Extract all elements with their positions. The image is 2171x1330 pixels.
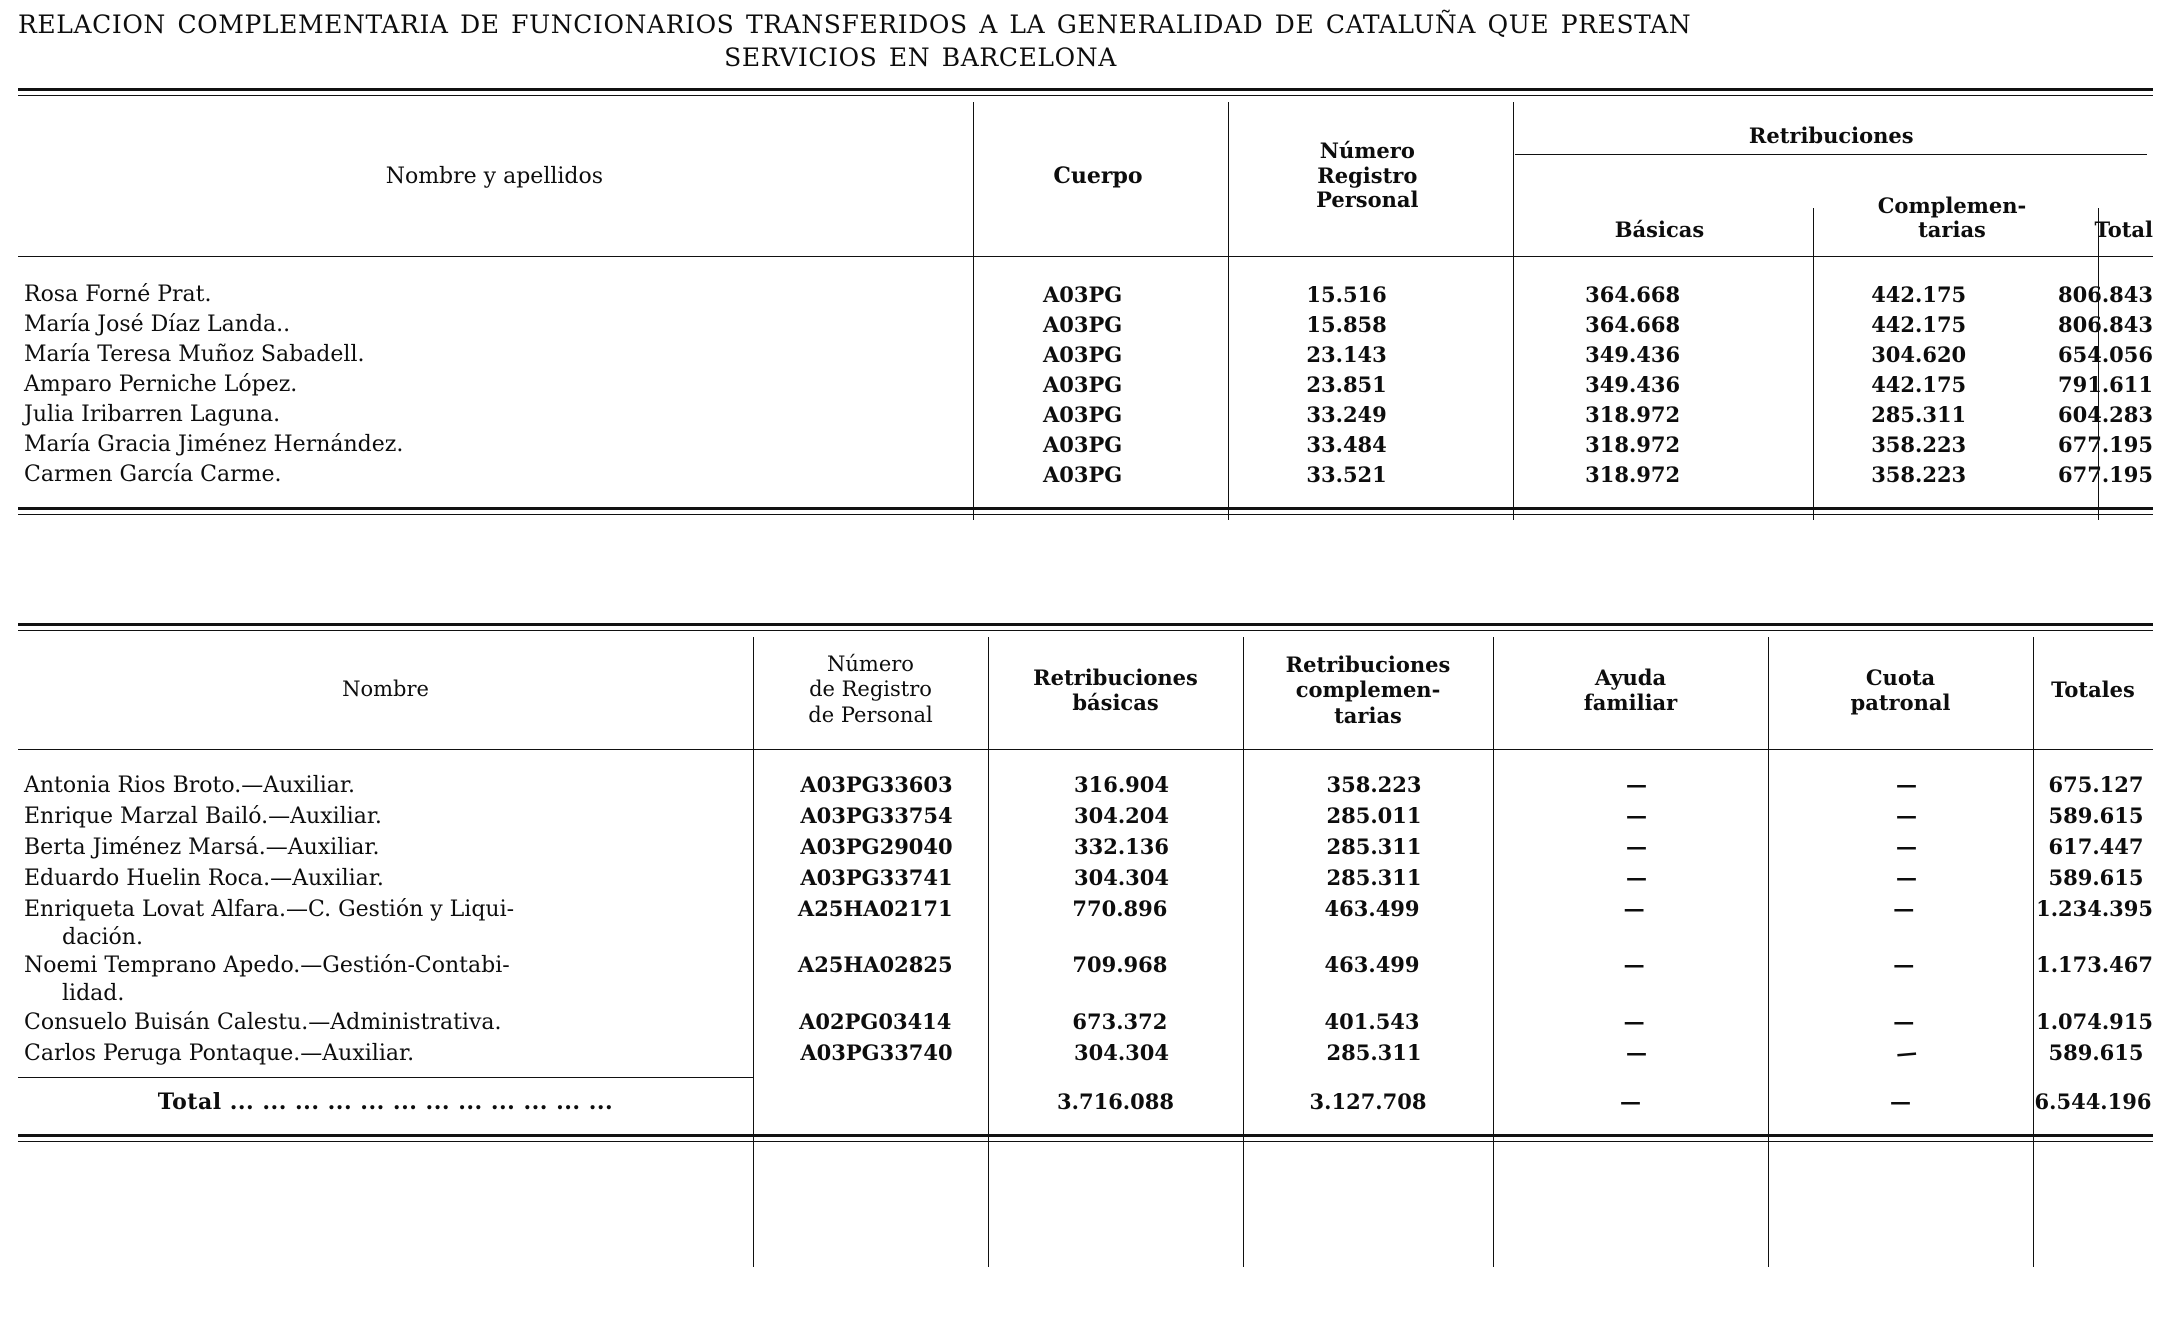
table1-cell-nombre: Amparo Perniche López. [24,371,298,397]
table2-header-ayuda-line2: familiar [1583,690,1678,715]
table2-cell-nombre [18,803,759,831]
table1-cell-basicas: 349.436 [1585,371,1681,397]
table2-cell-cuota: — [1896,772,1917,797]
table2-header-basicas [988,631,1243,749]
table2-cell-total: 589.615 [2048,1039,2144,1065]
table2-header-nombre: Nombre [342,677,429,702]
table1-cell-complementarias: 358.223 [1871,461,1967,487]
table2-cell-ayuda: — [1626,834,1647,859]
table2-cell-nombre [18,834,759,862]
table2-cell-complementarias: 463.499 [1324,952,1420,978]
table1-cell-total: 806.843 [2058,281,2154,307]
table2-cell-nrp: A25HA02825 [797,952,953,978]
table2-cell-nrp: A02PG03414 [799,1008,952,1034]
table2-cell-total: 617.447 [2048,834,2144,859]
table1-cell-complementarias: 285.311 [1871,401,1967,427]
table2-cell-total: 589.615 [2048,865,2144,890]
table2-cell-nrp: A03PG33754 [800,803,953,828]
table2-header-compl-line3: tarias [1334,702,1402,728]
table2-bottom-rule [18,1134,2153,1142]
table2-cell-ayuda: — [1626,865,1647,890]
table1-header-nrp-line1: Número [1319,137,1415,163]
table2-cell-nombre-cont: dación. [62,925,143,951]
table2-cell-complementarias: 285.011 [1326,803,1422,828]
table1-header-nombre: Nombre y apellidos [385,163,604,189]
table2-cell-cuota: — [1893,1008,1915,1034]
table-row [18,865,2153,896]
table2-cell-ayuda: — [1623,1008,1645,1034]
table1-cell-nombre: Rosa Forné Prat. [24,281,212,307]
table2-header-nrp-line1: Número [827,652,914,677]
table2-total-basicas: 3.716.088 [1057,1089,1174,1115]
table2-cell-basicas: 304.304 [1074,865,1169,890]
table2-vsep-2 [988,637,989,1267]
table1-cell-basicas: 349.436 [1585,341,1681,367]
table1-cell-cuerpo: A03PG [1042,431,1123,457]
table1-header-total: Total [2094,216,2153,242]
table1-header [18,96,2153,256]
table2-cell-total: 1.074.915 [2036,1008,2153,1034]
table1-cell-basicas: 364.668 [1585,311,1681,337]
table2-total-ayuda: — [1620,1089,1641,1115]
table1-top-rule [18,88,2153,96]
table2-header-complementarias [1243,631,1493,749]
table-row [18,369,2153,399]
table2-cell-complementarias: 285.311 [1326,834,1422,859]
table1-cell-nrp: 23.143 [1306,341,1387,367]
table2-cell-total: 589.615 [2048,803,2144,828]
table1-cell-nrp: 33.249 [1306,401,1387,427]
table-row [18,1009,2153,1040]
table2-cell-nombre-text: Enriqueta Lovat Alfara.—C. Gestión y Liqui- [24,897,515,922]
table2-cell-nombre [18,865,759,893]
table1-cell-complementarias: 442.175 [1871,371,1967,397]
table1-cell-total: 604.283 [2058,401,2154,427]
table1-cell-cuerpo: A03PG [1042,311,1123,337]
table1-cell-complementarias: 304.620 [1871,341,1967,367]
table2-cell-nombre [18,1040,759,1068]
table2-cell-complementarias: 285.311 [1326,1039,1422,1065]
table2-header-nrp-line3: de Personal [808,702,933,727]
table-transferidos-barcelona [18,88,2153,515]
table2-vsep-4 [1493,637,1494,1267]
table1-cell-basicas: 318.972 [1585,461,1681,487]
table1-cell-basicas: 318.972 [1585,431,1681,457]
table1-cell-complementarias: 442.175 [1871,281,1967,307]
table2-cell-complementarias: 285.311 [1326,865,1422,890]
table2-cell-nrp: A03PG29040 [800,834,953,859]
table2-cell-complementarias: 358.223 [1326,772,1422,797]
table2-cell-cuota: — [1896,803,1917,828]
table-row [18,339,2153,369]
table1-cell-nombre: María Teresa Muñoz Sabadell. [24,341,365,367]
table2-cell-basicas: 770.896 [1072,896,1168,921]
table2-cell-cuota: — [1893,952,1915,978]
table2-header-cuota [1768,631,2033,749]
table1-header-nrp-line2: Registro [1317,162,1418,188]
table1-cell-nrp: 33.521 [1306,461,1387,487]
table2-header-compl-line2: complemen- [1295,677,1441,703]
table2-cell-total: 675.127 [2048,772,2144,797]
table2-cell-basicas: 332.136 [1074,834,1169,859]
table-retribuciones-detalle [18,623,2153,1142]
table1-cell-nrp: 15.516 [1306,281,1387,307]
table-row [18,803,2153,834]
table2-cell-complementarias: 401.543 [1324,1008,1420,1034]
table2-cell-basicas: 673.372 [1072,1008,1168,1034]
table2-cell-cuota: — [1896,834,1917,859]
table1-header-complementarias [1809,155,2094,256]
table2-vsep-6 [2033,637,2034,1267]
table2-total-label: Total ... ... ... ... ... ... ... ... ... ... ... ... [157,1088,614,1115]
table2-header-cuota-line1: Cuota [1865,664,1936,690]
table2-header-nrp [753,631,988,749]
table-row [18,1040,2153,1071]
page-title [18,8,2153,74]
table2-total-row [18,1078,2153,1126]
table1-cell-total: 654.056 [2058,341,2154,367]
table2-cell-basicas: 304.204 [1074,803,1169,828]
table1-cell-total: 791.611 [2058,371,2154,397]
table1-cell-cuerpo: A03PG [1042,371,1123,397]
table-row [18,834,2153,865]
table2-cell-nombre-text: Berta Jiménez Marsá.—Auxiliar. [24,835,380,860]
table2-cell-nombre [18,772,759,800]
table-row [18,279,2153,309]
table2-cell-nombre-text: Carlos Peruga Pontaque.—Auxiliar. [24,1040,415,1066]
table1-cell-complementarias: 358.223 [1871,431,1967,457]
table2-header-totales: Totales [2051,677,2135,703]
table2-header-cuota-line2: patronal [1850,690,1951,715]
table2-cell-nombre-text: Eduardo Huelin Roca.—Auxiliar. [24,866,384,891]
table2-cell-nombre-text: Noemi Temprano Apedo.—Gestión-Contabi- [24,953,510,979]
table-row [18,772,2153,803]
table1-cell-nrp: 33.484 [1306,431,1387,457]
table2-cell-basicas: 316.904 [1074,772,1169,797]
table1-cell-basicas: 364.668 [1585,281,1681,307]
table1-bottom-rule [18,507,2153,515]
table2-cell-total: 1.173.467 [2036,952,2153,978]
table1-cell-nrp: 23.851 [1306,371,1387,397]
table2-total-complementarias: 3.127.708 [1309,1089,1427,1115]
table2-cell-total: 1.234.395 [2036,896,2153,921]
table2-vsep-1 [753,637,754,1267]
table1-cell-nombre: María Gracia Jiménez Hernández. [24,431,404,457]
table2-cell-nrp: A03PG33603 [800,772,953,797]
table2-cell-nombre-text: Enrique Marzal Bailó.—Auxiliar. [24,804,382,829]
table2-cell-nrp: A25HA02171 [797,896,953,921]
table1-cell-nrp: 15.858 [1306,311,1387,337]
table1-cell-complementarias: 442.175 [1871,311,1967,337]
table1-header-compl-line1: Complemen- [1877,192,2027,218]
table2-cell-nrp: A03PG33740 [800,1039,953,1065]
table2-cell-nombre [18,952,758,1008]
table-row [18,309,2153,339]
table2-cell-nombre [18,896,758,952]
table1-header-basicas: Básicas [1614,216,1705,242]
table1-cell-cuerpo: A03PG [1042,461,1123,487]
table1-cell-nombre: María José Díaz Landa.. [24,311,291,337]
table2-cell-ayuda: — [1623,896,1645,921]
table1-header-retribuciones: Retribuciones [1748,123,1914,148]
table1-cell-total: 677.195 [2058,461,2154,487]
table-row [18,429,2153,459]
table-row [18,399,2153,429]
table2-cell-ayuda: — [1623,952,1645,978]
table2-cell-nrp: A03PG33741 [800,865,953,890]
table2-header-compl-line1: Retribuciones [1285,652,1451,678]
table2-cell-cuota: — [1893,896,1915,921]
table2-cell-ayuda: — [1626,772,1647,797]
table1-cell-total: 677.195 [2058,431,2154,457]
table2-header-ayuda-line1: Ayuda [1594,664,1667,690]
table2-cell-basicas: 709.968 [1072,952,1168,978]
table2-top-rule [18,623,2153,631]
table1-cell-nombre: Julia Iribarren Laguna. [24,401,281,427]
title-line-2: SERVICIOS EN BARCELONA [724,43,1117,72]
table2-cell-cuota: — [1894,1038,1919,1066]
table2-header-basicas-line1: Retribuciones [1033,664,1198,690]
table2-cell-ayuda: — [1626,1039,1647,1065]
document-page [0,8,2171,1330]
table1-cell-cuerpo: A03PG [1042,281,1123,307]
table2-cell-complementarias: 463.499 [1324,896,1420,921]
table2-cell-ayuda: — [1626,803,1647,828]
table1-header-nrp [1225,96,1509,256]
table-row [18,952,2153,1008]
table-row [18,896,2153,952]
table2-header [18,631,2153,749]
table1-cell-nombre: Carmen García Carme. [24,461,282,487]
table2-vsep-5 [1768,637,1769,1267]
table1-header-retribuciones-group [1509,96,2153,256]
table1-cell-cuerpo: A03PG [1042,401,1123,427]
table1-header-compl-line2: tarias [1918,216,1986,242]
table2-cell-nombre [18,1009,758,1037]
table2-cell-cuota: — [1896,865,1917,890]
table2-total-cuota: — [1890,1089,1911,1115]
title-line-1: RELACION COMPLEMENTARIA DE FUNCIONARIOS TRANSFERIDOS A LA GENERALIDAD DE CATALUÑA QUE PRESTAN [18,10,1692,39]
table1-header-nrp-line3: Personal [1316,187,1419,213]
table2-total-total: 6.544.196 [2034,1089,2152,1115]
table1-header-cuerpo: Cuerpo [1053,163,1143,189]
table2-cell-nombre-text: Antonia Rios Broto.—Auxiliar. [24,773,355,798]
table-row [18,459,2153,489]
table2-header-basicas-line2: básicas [1072,690,1159,715]
table2-header-nrp-line2: de Registro [809,677,932,702]
table1-cell-basicas: 318.972 [1585,401,1681,427]
table2-cell-nombre-text: Consuelo Buisán Calestu.—Administrativa. [24,1009,502,1035]
table1-cell-cuerpo: A03PG [1042,341,1123,367]
table2-vsep-3 [1243,637,1244,1267]
table2-body [18,750,2153,1126]
table2-cell-basicas: 304.304 [1074,1039,1169,1065]
table1-body [18,257,2153,507]
table2-cell-nombre-cont: lidad. [62,981,125,1007]
table1-cell-total: 806.843 [2058,311,2154,337]
table2-header-ayuda [1493,631,1768,749]
